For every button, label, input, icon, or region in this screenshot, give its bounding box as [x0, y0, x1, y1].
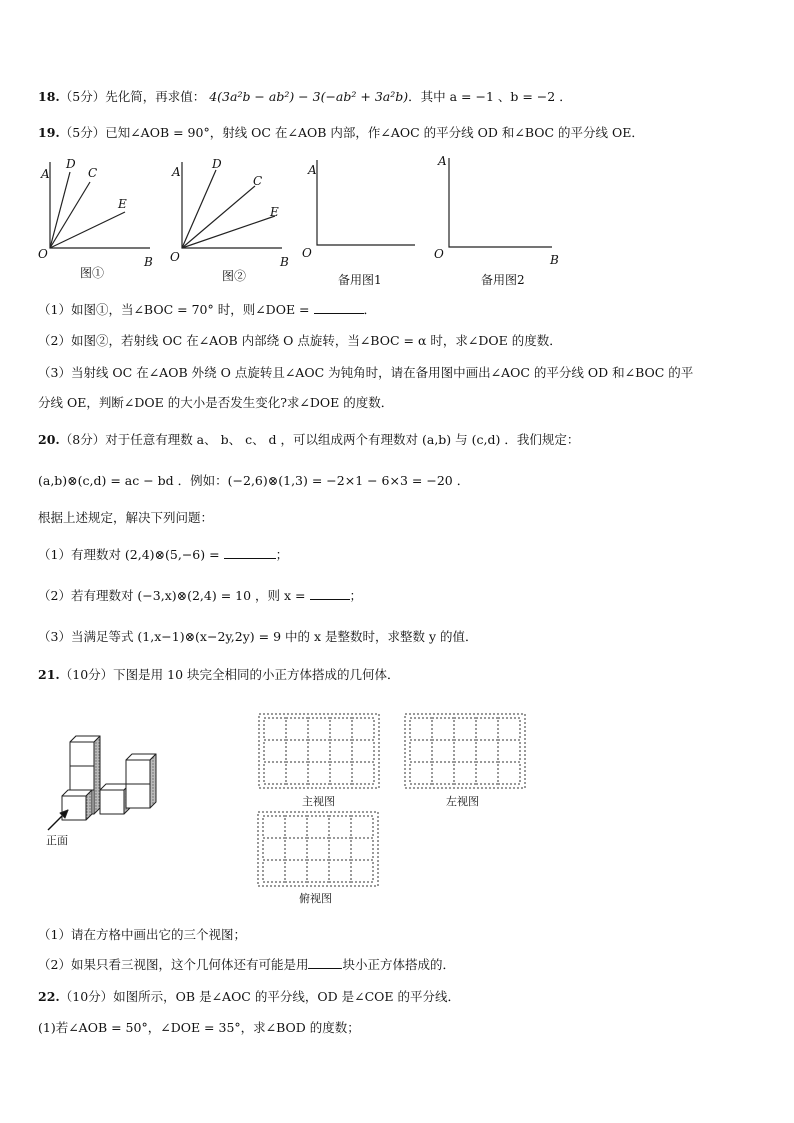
- q19-part1-blank[interactable]: [314, 301, 364, 314]
- q19-part1: [38, 301, 376, 319]
- q19-stem: 已知∠AOB = 90°，射线 OC 在∠AOB 内部，作∠AOC 的平分线 OD 和∠BOC 的平分线 OE．: [105, 125, 644, 140]
- q22-part1: (1)若∠AOB = 50°，∠DOE = 35°，求∠BOD 的度数；: [38, 1020, 360, 1035]
- q21-part1: （1）请在方格中画出它的三个视图；: [38, 927, 246, 942]
- q19-part1-end: ．: [363, 302, 377, 317]
- q19-part1-text: （1）如图①，当∠BOC = 70° 时，则∠DOE =: [38, 302, 310, 317]
- fig2-label-e: E: [270, 205, 279, 219]
- q20-part1-end: ；: [275, 547, 289, 562]
- fig2-label-c: C: [253, 174, 263, 188]
- fig1-label-o: O: [38, 247, 48, 261]
- q20-stem: 对于任意有理数 a、 b、 c、 d ，可以组成两个有理数对 (a,b) 与 (c,d) ．我们规定：: [105, 432, 580, 447]
- spare2-caption: 备用图2: [481, 273, 525, 287]
- q21-number: 21.: [38, 667, 60, 682]
- top-view-caption: 俯视图: [299, 892, 332, 905]
- fig2-ray-od: [182, 170, 216, 248]
- fig2-label-b: B: [280, 255, 289, 269]
- spare1-angle-aob: [317, 160, 415, 245]
- q20-rule: (a,b)⊗(c,d) = ac − bd ．例如：(−2,6)⊗(1,3) = −2×1 − 6×3 = −20 ．: [38, 473, 470, 488]
- q20-score: （8分）: [59, 432, 106, 447]
- fig1-label-a: A: [41, 167, 50, 181]
- q21-left-view-grid: [404, 713, 526, 789]
- q20-intro: 根据上述规定，解决下列问题：: [38, 510, 214, 525]
- left-view-caption: 左视图: [446, 795, 479, 808]
- front-view-caption: 主视图: [302, 795, 335, 808]
- spare2-angle-aob: [449, 158, 552, 247]
- fig1-label-c: C: [88, 166, 98, 180]
- fig2-label-a: A: [172, 165, 181, 179]
- q19-figures: [30, 150, 570, 275]
- q19-line: [38, 124, 644, 142]
- fig2-label-o: O: [170, 250, 180, 264]
- q21-score: （10分）: [59, 667, 114, 682]
- fig2-ray-oc: [182, 186, 255, 248]
- q22-number: 22.: [38, 989, 60, 1004]
- q18-score: （5分）: [59, 89, 106, 104]
- q20-part2-end: ；: [349, 588, 363, 603]
- q19-score: （5分）: [59, 125, 106, 140]
- spare2-label-b: B: [550, 253, 559, 267]
- q20-part2-text: （2）若有理数对 (−3,x)⊗(2,4) = 10 ，则 x =: [38, 588, 306, 603]
- spare1-label-o: O: [302, 246, 312, 260]
- fig1-label-e: E: [118, 197, 127, 211]
- fig1-caption: 图①: [80, 266, 105, 280]
- q21-front-label: 正面: [46, 834, 68, 847]
- q21-stem: 下图是用 10 块完全相同的小正方体搭成的几何体．: [113, 667, 400, 682]
- spare2-label-a: A: [438, 154, 447, 168]
- q21-line: [38, 666, 400, 684]
- q18-line: [38, 88, 572, 106]
- q21-part2: [38, 956, 455, 974]
- q22-line: [38, 988, 460, 1006]
- q20-line: [38, 431, 579, 449]
- fig2-ray-oe: [182, 216, 275, 248]
- q19-part3-line1: （3）当射线 OC 在∠AOB 外绕 O 点旋转且∠AOC 为钝角时，请在备用图中画出∠AOC 的平分线 OD 和∠BOC 的平: [38, 365, 694, 380]
- fig1-label-d: D: [66, 157, 76, 171]
- fig2-caption: 图②: [222, 269, 247, 283]
- fig1-ray-od: [50, 172, 70, 248]
- q20-part3: （3）当满足等式 (1,x−1)⊗(x−2y,2y) = 9 中的 x 是整数时，求整数 y 的值．: [38, 629, 478, 644]
- q21-top-view-grid: [257, 811, 379, 887]
- q19-number: 19.: [38, 125, 60, 140]
- q20-part1-blank[interactable]: [224, 546, 276, 559]
- q20-part1: [38, 546, 288, 564]
- fig1-angle-aob: [50, 162, 150, 248]
- q22-score: （10分）: [59, 989, 114, 1004]
- q20-part2-blank[interactable]: [310, 587, 350, 600]
- spare1-caption: 备用图1: [338, 273, 382, 287]
- q18-expression: 4(3a²b − ab²) − 3(−ab² + 3a²b): [209, 89, 409, 104]
- spare1-label-a: A: [308, 163, 317, 177]
- q19-part3-line2: 分线 OE，判断∠DOE 的大小是否发生变化?求∠DOE 的度数．: [38, 395, 394, 410]
- fig1-label-b: B: [144, 255, 153, 269]
- q22-stem: 如图所示，OB 是∠AOC 的平分线，OD 是∠COE 的平分线．: [113, 989, 460, 1004]
- fig2-label-d: D: [212, 157, 222, 171]
- spare2-label-o: O: [434, 247, 444, 261]
- q21-part2-blank[interactable]: [308, 956, 342, 969]
- q21-front-view-grid: [258, 713, 380, 789]
- q20-number: 20.: [38, 432, 60, 447]
- q20-part2: [38, 587, 362, 605]
- q21-part2-end: 块小正方体搭成的．: [342, 957, 455, 972]
- q19-part2: （2）如图②，若射线 OC 在∠AOB 内部绕 O 点旋转，当∠BOC = α 时，求∠DOE 的度数．: [38, 333, 562, 348]
- q21-part2-text: （2）如果只看三视图，这个几何体还有可能是用: [38, 957, 309, 972]
- q18-number: 18.: [38, 89, 60, 104]
- q18-text: 先化简，再求值：: [105, 89, 206, 104]
- q20-part1-text: （1）有理数对 (2,4)⊗(5,−6) =: [38, 547, 220, 562]
- q18-condition: ．其中 a = −1 、b = −2 ．: [408, 89, 572, 104]
